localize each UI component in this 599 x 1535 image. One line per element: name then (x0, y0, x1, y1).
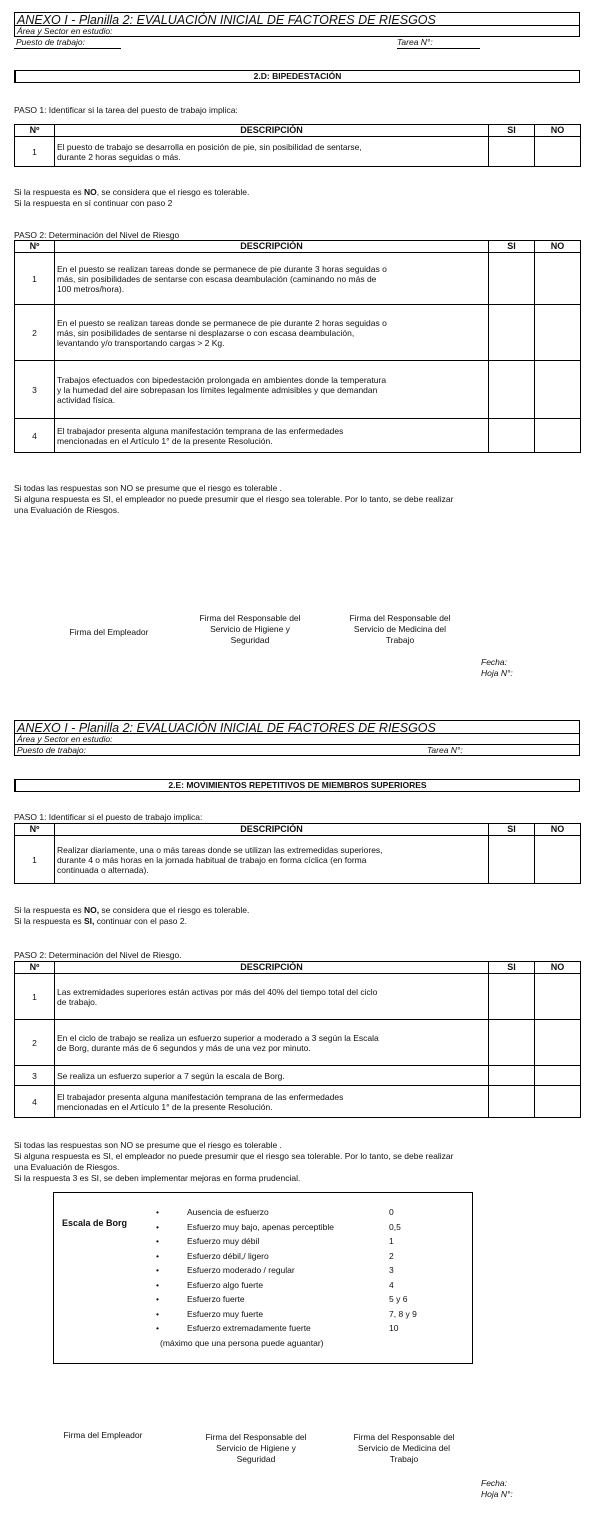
final-note-2: Si alguna respuesta es SI, el empleador no puede presumir que el riesgo sea tolerable. Por lo tanto, se debe realizar (14, 1151, 454, 1161)
final-note-2: Si alguna respuesta es SI, el empleador no puede presumir que el riesgo sea tolerable. Por lo tanto, se debe realizar (14, 494, 454, 504)
col-desc: DESCRIPCIÓN (55, 824, 489, 836)
row-number: 3 (15, 1066, 55, 1086)
col-no: NO (535, 824, 581, 836)
no-cell[interactable] (535, 137, 581, 167)
borg-item-label: Esfuerzo fuerte (187, 1294, 245, 1304)
form-title: ANEXO I - Planilla 2: EVALUACIÓN INICIAL DE FACTORES DE RIESGOS (14, 720, 580, 734)
section-title: 2.E: MOVIMIENTOS REPETITIVOS DE MIEMBROS SUPERIORES (14, 779, 580, 792)
no-cell[interactable] (535, 974, 581, 1020)
row-description: El trabajador presenta alguna manifestación temprana de las enfermedades mencionadas en el Artículo 1° de la presente Resolución. (55, 1086, 489, 1118)
no-cell[interactable] (535, 1020, 581, 1066)
no-cell[interactable] (535, 1086, 581, 1118)
puesto-underline (14, 48, 121, 49)
paso2-table (14, 240, 581, 453)
borg-item-label: Esfuerzo muy débil (187, 1236, 260, 1246)
borg-item-value: 5 y 6 (389, 1294, 408, 1304)
borg-item-value: 4 (389, 1279, 394, 1290)
col-no: NO (535, 125, 581, 137)
firma-empleador: Firma del Empleador (63, 1430, 143, 1440)
borg-bullet: • (156, 1221, 159, 1232)
borg-bullet: • (156, 1207, 159, 1217)
si-cell[interactable] (489, 137, 535, 167)
paso2-table (14, 961, 581, 1118)
si-cell[interactable] (489, 1086, 535, 1118)
col-desc: DESCRIPCIÓN (55, 125, 489, 137)
tarea-underline (397, 48, 480, 49)
paso1-label: PASO 1: Identificar si el puesto de trabajo implica: (14, 812, 203, 822)
row-description: Se realiza un esfuerzo superior a 7 según la escala de Borg. (55, 1066, 489, 1086)
row-number: 4 (15, 1086, 55, 1118)
col-n: Nº (15, 125, 55, 137)
row-number: 1 (15, 253, 55, 305)
col-si: SI (489, 962, 535, 974)
borg-item-value: 10 (389, 1323, 399, 1333)
borg-item-value: 1 (389, 1236, 394, 1246)
no-cell[interactable] (535, 253, 581, 305)
firma-empleador: Firma del Empleador (69, 627, 149, 637)
fecha-label: Fecha: (481, 657, 507, 667)
tarea-label: Tarea N°: (397, 37, 433, 47)
table-row (15, 253, 581, 305)
section-title: 2.D: BIPEDESTACIÓN (14, 70, 580, 83)
table-row (15, 836, 581, 884)
borg-item-label: Esfuerzo moderado / regular (187, 1265, 295, 1275)
col-si: SI (489, 824, 535, 836)
row-number: 1 (15, 974, 55, 1020)
firma-higiene: Firma del Responsable del Servicio de Higiene y Seguridad (205, 1432, 307, 1464)
row-description: En el puesto se realizan tareas donde se permanece de pie durante 3 horas seguidas o más, sin posibilidades de sentarse con escasa deambulación (caminando no más de 100 metros/hora). (55, 253, 489, 305)
firma-medicina: Firma del Responsable del Servicio de Medicina del Trabajo (353, 1432, 455, 1464)
area-label: Área y Sector en estudio: (17, 734, 113, 744)
puesto-label: Puesto de trabajo: (17, 745, 86, 755)
row-description: En el ciclo de trabajo se realiza un esfuerzo superior a moderado a 3 según la Escala de Borg, durante más de 6 segundos y más de una vez por minuto. (55, 1020, 489, 1066)
final-note-3: una Evaluación de Riesgos. (14, 505, 120, 515)
row-description: Trabajos efectuados con bipedestación prolongada en ambientes donde la temperatura y la humedad del aire sobrepasan los límites legalmente admisibles y que demandan actividad física. (55, 361, 489, 419)
area-label: Área y Sector en estudio: (17, 26, 113, 36)
borg-item-value: 2 (389, 1250, 394, 1261)
paso1-table (14, 124, 581, 167)
row-description: Las extremidades superiores están activas por más del 40% del tiempo total del ciclo de trabajo. (55, 974, 489, 1020)
paso1-label: PASO 1: Identificar si la tarea del puesto de trabajo implica: (14, 105, 238, 115)
col-si: SI (489, 125, 535, 137)
borg-item-label: Esfuerzo muy fuerte (187, 1308, 264, 1319)
table-row (15, 1086, 581, 1118)
col-si: SI (489, 241, 535, 253)
note-si: Si la respuesta es SI, continuar con el paso 2. (14, 916, 187, 926)
borg-bullet: • (156, 1294, 159, 1304)
paso2-label: PASO 2: Determinación del Nivel de Riesgo (14, 230, 180, 240)
borg-bullet: • (156, 1250, 159, 1261)
row-number: 4 (15, 419, 55, 453)
hoja-label: Hoja N°: (481, 668, 513, 678)
borg-bullet: • (156, 1236, 159, 1246)
paso1-table (14, 823, 581, 884)
note-no: Si la respuesta es NO, se considera que el riesgo es tolerable. (14, 905, 250, 915)
col-n: Nº (15, 824, 55, 836)
row-number: 1 (15, 836, 55, 884)
no-cell[interactable] (535, 836, 581, 884)
final-note-4: Si la respuesta 3 es SI, se deben implementar mejoras en forma prudencial. (14, 1173, 301, 1183)
fecha-label: Fecha: (481, 1478, 507, 1488)
si-cell[interactable] (489, 419, 535, 453)
row-description: El trabajador presenta alguna manifestación temprana de las enfermedades mencionadas en el Artículo 1° de la presente Resolución. (55, 419, 489, 453)
no-cell[interactable] (535, 305, 581, 361)
row-number: 1 (15, 137, 55, 167)
borg-item-label: Ausencia de esfuerzo (187, 1207, 269, 1217)
area-field[interactable] (14, 26, 580, 37)
si-cell[interactable] (489, 1020, 535, 1066)
row-number: 3 (15, 361, 55, 419)
note-si: Si la respuesta en sí continuar con paso 2 (14, 198, 173, 208)
borg-footer: (máximo que una persona puede aguantar) (160, 1338, 324, 1348)
table-row (15, 419, 581, 453)
firma-higiene: Firma del Responsable del Servicio de Higiene y Seguridad (199, 613, 301, 645)
borg-item-value: 3 (389, 1265, 394, 1275)
table-row (15, 137, 581, 167)
no-cell[interactable] (535, 1066, 581, 1086)
final-note-3: una Evaluación de Riesgos. (14, 1162, 120, 1172)
col-no: NO (535, 241, 581, 253)
no-cell[interactable] (535, 361, 581, 419)
puesto-label: Puesto de trabajo: (16, 37, 85, 47)
no-cell[interactable] (535, 419, 581, 453)
borg-item-label: Esfuerzo débil,/ ligero (187, 1250, 269, 1261)
col-desc: DESCRIPCIÓN (55, 241, 489, 253)
puesto-field[interactable] (14, 37, 580, 48)
final-note-1: Si todas las respuestas son NO se presume que el riesgo es tolerable . (14, 1140, 282, 1150)
borg-item-label: Esfuerzo extremadamente fuerte (187, 1323, 311, 1333)
table-row (15, 974, 581, 1020)
firma-medicina: Firma del Responsable del Servicio de Medicina del Trabajo (349, 613, 451, 645)
paso2-label: PASO 2: Determinación del Nivel de Riesgo. (14, 950, 182, 960)
form-title: ANEXO I - Planilla 2: EVALUACIÓN INICIAL DE FACTORES DE RIESGOS (14, 12, 580, 26)
si-cell[interactable] (489, 836, 535, 884)
col-n: Nº (15, 962, 55, 974)
borg-item-label: Esfuerzo algo fuerte (187, 1279, 264, 1290)
borg-item-value: 0,5 (389, 1221, 401, 1232)
borg-item-value: 7, 8 y 9 (389, 1308, 417, 1319)
row-description: Realizar diariamente, una o más tareas donde se utilizan las extremedidas superiores, durante 4 o más horas en la jornada habitual de trabajo en forma cíclica (en forma continuada o alternada). (55, 836, 489, 884)
si-cell[interactable] (489, 974, 535, 1020)
table-row (15, 1020, 581, 1066)
puesto-field[interactable] (14, 745, 580, 756)
col-desc: DESCRIPCIÓN (55, 962, 489, 974)
hoja-label: Hoja N°: (481, 1489, 513, 1499)
si-cell[interactable] (489, 1066, 535, 1086)
borg-title: Escala de Borg (62, 1218, 128, 1228)
table-row (15, 1066, 581, 1086)
col-no: NO (535, 962, 581, 974)
si-cell[interactable] (489, 361, 535, 419)
borg-bullet: • (156, 1323, 159, 1333)
borg-bullet: • (156, 1279, 159, 1290)
row-number: 2 (15, 1020, 55, 1066)
table-row (15, 361, 581, 419)
row-number: 2 (15, 305, 55, 361)
col-n: Nº (15, 241, 55, 253)
area-field[interactable] (14, 734, 580, 745)
si-cell[interactable] (489, 253, 535, 305)
row-description: El puesto de trabajo se desarrolla en posición de pie, sin posibilidad de sentarse, durante 2 horas seguidas o más. (55, 137, 489, 167)
si-cell[interactable] (489, 305, 535, 361)
final-note-1: Si todas las respuestas son NO se presume que el riesgo es tolerable . (14, 483, 282, 493)
borg-item-label: Esfuerzo muy bajo, apenas perceptible (187, 1221, 334, 1232)
borg-bullet: • (156, 1265, 159, 1275)
note-no: Si la respuesta es NO, se considera que el riesgo es tolerable. (14, 187, 250, 197)
tarea-label: Tarea N°: (427, 745, 463, 755)
borg-item-value: 0 (389, 1207, 394, 1217)
table-row (15, 305, 581, 361)
borg-bullet: • (156, 1308, 159, 1319)
row-description: En el puesto se realizan tareas donde se permanece de pie durante 2 horas seguidas o más, sin posibilidades de sentarse ni desplazarse o con escasa deambulación, levantando y/o transportando cargas > 2 Kg. (55, 305, 489, 361)
